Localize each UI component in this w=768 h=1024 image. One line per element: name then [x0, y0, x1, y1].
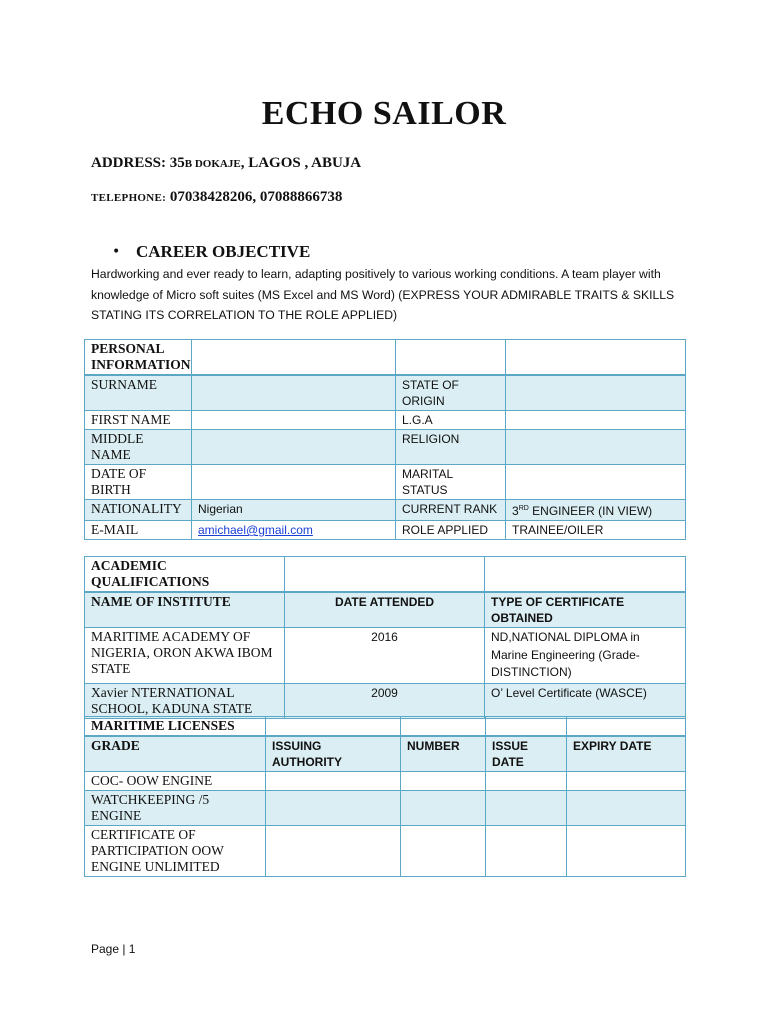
- grade-cell: CERTIFICATE OF PARTICIPATION OOW ENGINE UNLIMITED: [85, 826, 266, 877]
- table-header-row: [85, 592, 686, 628]
- address-street: B DOKAJE: [184, 158, 241, 170]
- rank-text: ENGINEER (IN VIEW): [528, 504, 653, 518]
- dob-label: DATE OF BIRTH: [85, 465, 192, 500]
- marital-label: MARITAL STATUS: [396, 465, 506, 500]
- first-name-value[interactable]: [192, 411, 396, 430]
- table-row: [85, 826, 686, 877]
- grade-cell: WATCHKEEPING /5 ENGINE: [85, 791, 266, 826]
- table-row: [85, 411, 686, 430]
- email-cell: [192, 521, 396, 540]
- licenses-heading: MARITIME LICENSES: [85, 717, 266, 737]
- surname-value[interactable]: [192, 375, 396, 411]
- certificate-cell: ND,NATIONAL DIPLOMA in Marine Engineering (Grade- DISTINCTION): [485, 628, 686, 684]
- personal-info-heading: PERSONAL INFORMATION: [85, 340, 192, 376]
- personal-info-table: [84, 339, 686, 540]
- table-row: [85, 465, 686, 500]
- column-header: GRADE: [85, 736, 266, 772]
- lga-value[interactable]: [506, 411, 686, 430]
- religion-value[interactable]: [506, 430, 686, 465]
- rank-number: 3: [512, 504, 519, 518]
- address-line: [91, 155, 361, 172]
- bullet-icon: •: [112, 244, 121, 260]
- nationality-value: Nigerian: [192, 500, 396, 521]
- middle-name-label: MIDDLE NAME: [85, 430, 192, 465]
- email-link[interactable]: amichael@gmail.com: [198, 523, 313, 537]
- telephone-value: 07038428206, 07088866738: [169, 189, 343, 205]
- address-city: , LAGOS , ABUJA: [240, 155, 362, 171]
- licenses-table: [84, 716, 686, 877]
- column-header: TYPE OF CERTIFICATE OBTAINED: [485, 592, 686, 628]
- table-row: [85, 521, 686, 540]
- telephone-label: TELEPHONE:: [91, 192, 167, 204]
- table-row: [85, 683, 686, 718]
- state-value[interactable]: [506, 375, 686, 411]
- rank-value: [506, 500, 686, 521]
- middle-name-value[interactable]: [192, 430, 396, 465]
- academic-heading: ACADEMIC QUALIFICATIONS: [85, 557, 285, 593]
- role-value: TRAINEE/OILER: [506, 521, 686, 540]
- table-row: [85, 772, 686, 791]
- lga-label: L.G.A: [396, 411, 506, 430]
- date-cell: 2009: [285, 683, 485, 718]
- religion-label: RELIGION: [396, 430, 506, 465]
- state-label: STATE OF ORIGIN: [396, 375, 506, 411]
- nationality-label: NATIONALITY: [85, 500, 192, 521]
- institute-cell: MARITIME ACADEMY OF NIGERIA, ORON AKWA IBOM STATE: [85, 628, 285, 684]
- surname-label: SURNAME: [85, 375, 192, 411]
- address-label: ADDRESS:: [91, 155, 167, 171]
- marital-value[interactable]: [506, 465, 686, 500]
- dob-value[interactable]: [192, 465, 396, 500]
- table-row: [85, 791, 686, 826]
- table-row: [85, 557, 686, 593]
- column-header: ISSUING AUTHORITY: [266, 736, 401, 772]
- institute-cell: Xavier NTERNATIONAL SCHOOL, KADUNA STATE: [85, 683, 285, 718]
- column-header: DATE ATTENDED: [285, 592, 485, 628]
- rank-label: CURRENT RANK: [396, 500, 506, 521]
- date-cell: 2016: [285, 628, 485, 684]
- table-row: [85, 500, 686, 521]
- table-row: [85, 717, 686, 737]
- rank-suffix: RD: [518, 505, 529, 512]
- table-row: [85, 430, 686, 465]
- column-header: EXPIRY DATE: [567, 736, 686, 772]
- telephone-line: [91, 189, 342, 206]
- address-number: 35: [169, 155, 185, 171]
- certificate-cell: O’ Level Certificate (WASCE): [485, 683, 686, 718]
- table-row: [85, 628, 686, 684]
- objective-text: Hardworking and ever ready to learn, adapting positively to various working conditions. A team player with knowledge of Micro soft suites (MS Excel and MS Word) (EXPRESS YOUR ADMIRABLE TRAITS & SKILLS STATING ITS CORRELATION TO THE ROLE APPLIED): [91, 267, 675, 322]
- column-header: ISSUE DATE: [486, 736, 567, 772]
- column-header: NUMBER: [401, 736, 486, 772]
- table-row: [85, 375, 686, 411]
- column-header: NAME OF INSTITUTE: [85, 592, 285, 628]
- table-row: [85, 340, 686, 376]
- first-name-label: FIRST NAME: [85, 411, 192, 430]
- role-label: ROLE APPLIED: [396, 521, 506, 540]
- academic-table: [84, 556, 686, 719]
- resume-name: ECHO SAILOR: [261, 95, 507, 132]
- email-label: E-MAIL: [85, 521, 192, 540]
- table-header-row: [85, 736, 686, 772]
- page-number: Page | 1: [91, 942, 136, 956]
- grade-cell: COC- OOW ENGINE: [85, 772, 266, 791]
- objective-heading: CAREER OBJECTIVE: [136, 242, 311, 261]
